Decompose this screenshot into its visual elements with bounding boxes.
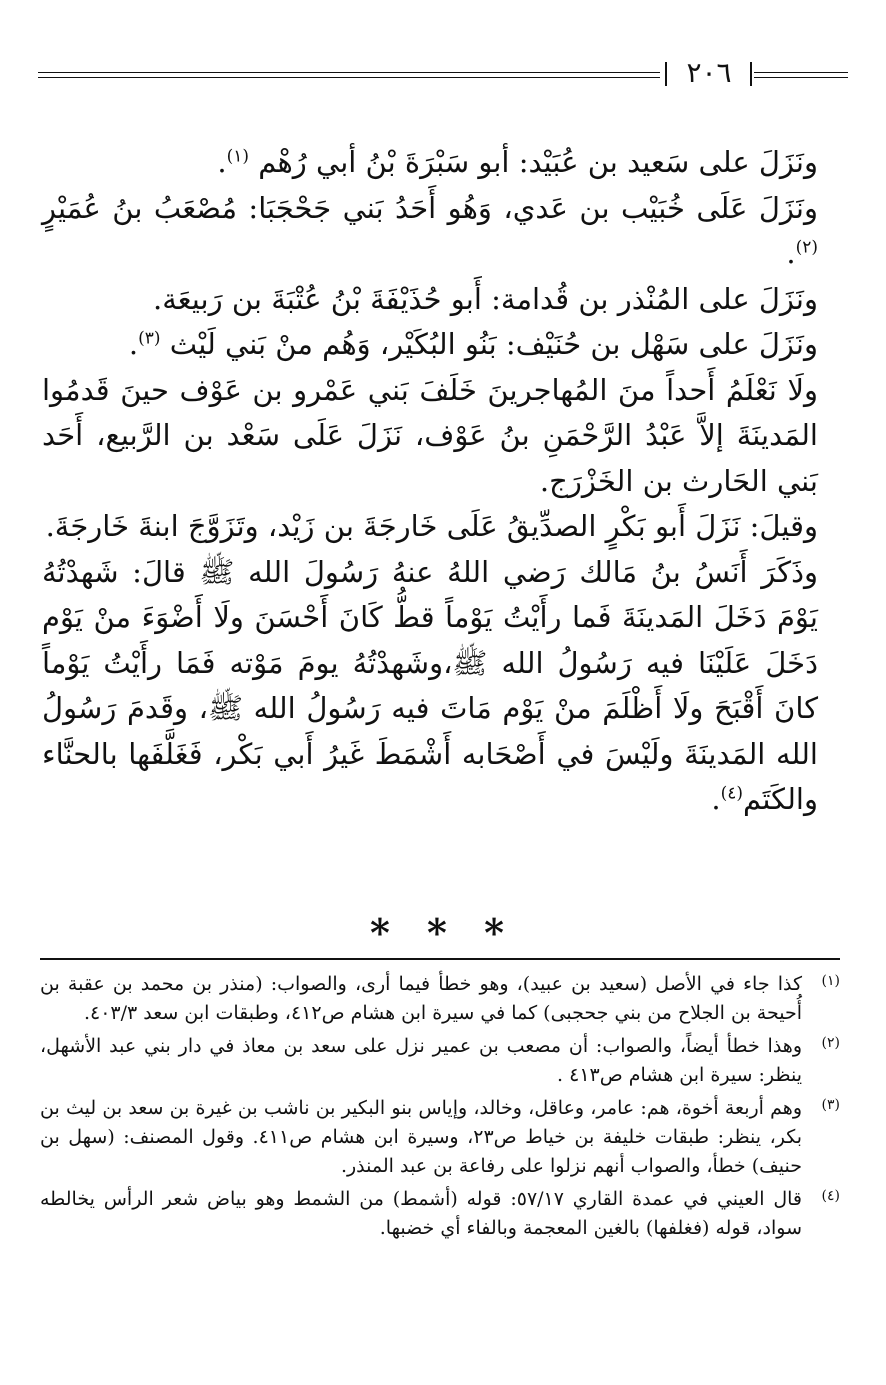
page-header [38, 56, 848, 92]
paragraph-text: ونَزَلَ عَلَى خُبَيْب بن عَدي، وَهُو أَحَدُ بَني جَحْجَبَا: مُصْعَبُ بنُ عُمَيْرٍ [42, 190, 818, 225]
footnote-number: (٢) [821, 1035, 840, 1051]
footnote-divider [40, 958, 840, 960]
paragraph-tail: . [128, 327, 139, 361]
footnote [40, 970, 840, 1028]
section-separator: * * * [369, 910, 517, 955]
footnote [40, 1094, 840, 1181]
header-rule-left [38, 72, 660, 78]
footnote-number: (٤) [821, 1188, 840, 1204]
footnote-number: (١) [821, 973, 840, 989]
text-paragraph [42, 550, 818, 823]
footnote-ref: (٤) [720, 783, 744, 804]
header-rule-right [754, 72, 848, 78]
footnote-ref: (٣) [138, 328, 161, 349]
paragraph-tail: . [217, 145, 227, 179]
footnote-text: كذا جاء في الأصل (سعيد بن عبيد)، وهو خطأ فيما أرى، والصواب: (منذر بن محمد بن عقبة بن أُحيحة بن الجلاح من بني جحجبى) كما في سيرة ابن هشام ص٤١٢، وطبقات ابن سعد ٤٠٣/٣. [40, 973, 802, 1024]
header-bar [750, 62, 752, 86]
text-paragraph [42, 368, 818, 505]
footnote-text: قال العيني في عمدة القاري ٥٧/١٧: قوله (أشمط) من الشمط وهو بياض شعر الرأس يخالطه سواد، قوله (فغلفها) بالغين المعجمة وبالفاء أي خضبها. [40, 1188, 802, 1239]
paragraph-text: ونَزَلَ على سَهْل بن حُنَيْف: بَنُو البُكَيْر، وَهُم منْ بَني لَيْث [169, 327, 818, 361]
text-paragraph [42, 322, 818, 368]
footnote-number: (٣) [821, 1097, 840, 1113]
main-text [42, 140, 818, 823]
footnote [40, 1032, 840, 1090]
header-bar [665, 62, 667, 86]
text-paragraph [42, 140, 818, 186]
footnote-text: وهم أربعة أخوة، هم: عامر، وعاقل، وخالد، وإياس بنو البكير بن ناشب بن غيرة بن سعد بن ليث بن بكر، ينظر: طبقات خليفة بن خياط ص٢٣، وسيرة ابن هشام ص٤١١. وقول المصنف: (سهل بن حنيف) خطأ، والصواب أنهم نزلوا على رفاعة بن عبد المنذر. [40, 1097, 802, 1177]
text-paragraph [42, 186, 818, 277]
paragraph-text: ولَا نَعْلَمُ أَحداً منَ المُهاجرينَ خَلَفَ بَني عَمْرو بن عَوْف حينَ قَدمُوا المَدينَةَ إلاَّ عَبْدُ الرَّحْمَنِ بنُ عَوْف، نَزَلَ عَلَى سَعْد بن الرَّبيع، أَحَد بَني الحَارث بن الخَزْرَج. [42, 372, 818, 498]
paragraph-tail: . [786, 236, 796, 270]
paragraph-text: ونَزَلَ على المُنْذر بن قُدامة: أَبو حُذَيْفَةَ بْنُ عُتْبَةَ بن رَبيعَة. [153, 281, 818, 316]
paragraph-text: وذَكَرَ أَنَسُ بنُ مَالك رَضي اللهُ عنهُ رَسُولَ الله ﷺ قالَ: شَهدْتُهُ يَوْمَ دَخَلَ المَدينَةَ فَما رأَيْتُ يَوْماً قطُّ كَانَ أَحْسَنَ ولَا أَضْوَءَ منْ يَوْم دَخَلَ عَلَيْنَا فيه رَسُولُ الله ﷺ،وشَهدْتُهُ يومَ مَوْته فَمَا رأَيْتُ يَوْماً كانَ أَقْبَحَ ولَا أَظْلَمَ منْ يَوْم مَاتَ فيه رَسُولُ الله ﷺ، وقَدمَ رَسُولُ الله المَدينَةَ ولَيْسَ في أَصْحَابه أَشْمَطَ غَيرُ أَبي بَكْر، فَغَلَّفَها بالحنَّاء والكَتَم [42, 554, 818, 816]
paragraph-text: ونَزَلَ على سَعيد بن عُبَيْد: أبو سَبْرَةَ بْنُ أبي رُهْم [258, 145, 818, 179]
page-number: ٢٠٦ [686, 56, 732, 89]
footnote [40, 1185, 840, 1243]
footnote-ref: (١) [226, 146, 249, 167]
text-paragraph [42, 504, 818, 550]
paragraph-tail: . [711, 782, 721, 816]
footnotes [40, 970, 840, 1247]
paragraph-text: وقيلَ: نَزَلَ أَبو بَكْرٍ الصدِّيقُ عَلَى خَارجَةَ بن زَيْد، وتَزَوَّجَ ابنةَ خَارجَةَ. [45, 509, 818, 543]
text-paragraph [42, 277, 818, 323]
footnote-text: وهذا خطأ أيضاً، والصواب: أن مصعب بن عمير نزل على سعد بن معاذ في دار بني عبد الأشهل، ينظر: سيرة ابن هشام ص٤١٣ . [40, 1035, 802, 1086]
footnote-ref: (٢) [795, 237, 818, 258]
